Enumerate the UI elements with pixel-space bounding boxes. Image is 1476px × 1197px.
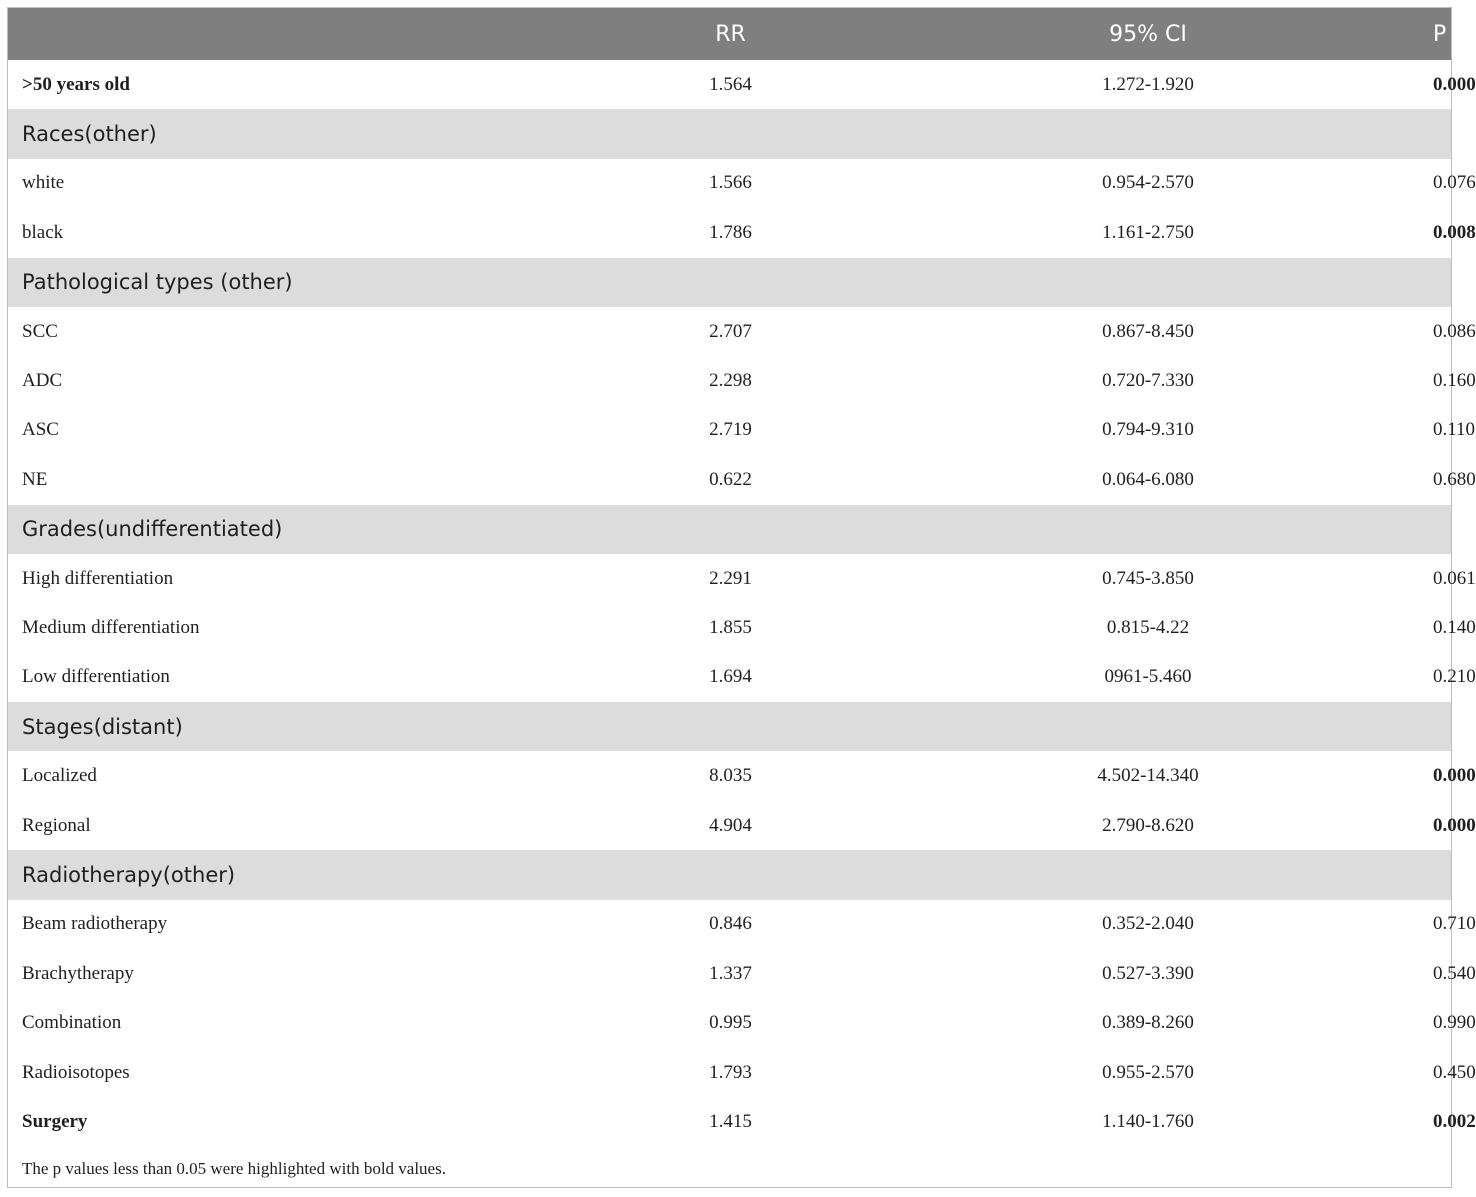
row-p-value: 0.110 [1433, 419, 1476, 441]
row-rr-value: 0.995 [709, 1012, 752, 1034]
row-rr-value: 1.694 [709, 666, 752, 688]
group-label: Radiotherapy(other) [22, 862, 236, 887]
row-ci-value: 0961-5.460 [1104, 666, 1192, 688]
row-label: Regional [22, 814, 91, 836]
table-row [8, 554, 1451, 603]
table-row [8, 603, 1451, 652]
row-label: Surgery [22, 1110, 88, 1132]
row-label: Brachytherapy [22, 962, 134, 984]
row-p-value: 0.002 [1433, 1110, 1476, 1132]
row-label: NE [22, 468, 48, 490]
row-label: Combination [22, 1012, 122, 1034]
row-label: SCC [22, 320, 58, 342]
table-row [8, 1097, 1451, 1146]
row-p-value: 0.210 [1433, 666, 1476, 688]
row-rr-value: 1.855 [709, 616, 752, 638]
row-rr-value: 0.622 [709, 468, 752, 490]
results-table-frame [7, 7, 1476, 1188]
row-ci-value: 2.790-8.620 [1102, 814, 1194, 836]
row-label: ADC [22, 370, 63, 392]
table-row [8, 455, 1451, 504]
row-label: Beam radiotherapy [22, 913, 168, 935]
table-row [8, 159, 1451, 208]
row-p-value: 0.450 [1433, 1061, 1476, 1083]
row-label: Low differentiation [22, 666, 170, 688]
row-p-value: 0.140 [1433, 616, 1476, 638]
table-row [8, 307, 1451, 356]
row-p-value: 0.061 [1433, 567, 1476, 589]
group-row [8, 850, 1451, 899]
row-p-value: 0.540 [1433, 962, 1476, 984]
header-ci: 95% CI [1109, 21, 1187, 47]
header-row [8, 8, 1451, 60]
group-row [8, 505, 1451, 554]
row-p-value: 0.680 [1433, 468, 1476, 490]
table-row [8, 653, 1451, 702]
row-ci-value: 0.794-9.310 [1102, 419, 1194, 441]
table-row [8, 751, 1451, 800]
group-label: Stages(distant) [22, 714, 183, 739]
row-p-value: 0.086 [1433, 320, 1476, 342]
row-label: white [22, 172, 65, 194]
row-rr-value: 8.035 [709, 765, 752, 787]
table-footnote: The p values less than 0.05 were highlighted with bold values. [22, 1158, 446, 1178]
row-ci-value: 0.867-8.450 [1102, 320, 1194, 342]
table-row [8, 949, 1451, 998]
row-rr-value: 4.904 [709, 814, 752, 836]
row-rr-value: 1.564 [709, 73, 752, 95]
row-p-value: 0.990 [1433, 1012, 1476, 1034]
row-ci-value: 0.389-8.260 [1102, 1012, 1194, 1034]
row-p-value: 0.000 [1433, 814, 1476, 836]
row-p-value: 0.160 [1433, 370, 1476, 392]
group-row [8, 258, 1451, 307]
row-rr-value: 2.298 [709, 370, 752, 392]
table-row [8, 406, 1451, 455]
table-row [8, 356, 1451, 405]
row-ci-value: 0.527-3.390 [1102, 962, 1194, 984]
results-table [8, 8, 1476, 1147]
row-ci-value: 0.352-2.040 [1102, 913, 1194, 935]
row-p-value: 0.000 [1433, 765, 1476, 787]
row-rr-value: 1.786 [709, 221, 752, 243]
row-label: High differentiation [22, 567, 174, 589]
table-row [8, 60, 1451, 109]
header-p: P [1433, 21, 1447, 47]
row-rr-value: 2.719 [709, 419, 752, 441]
group-row [8, 109, 1451, 158]
group-label: Races(other) [22, 122, 157, 147]
row-ci-value: 0.955-2.570 [1102, 1061, 1194, 1083]
row-rr-value: 1.337 [709, 962, 752, 984]
row-rr-value: 1.793 [709, 1061, 752, 1083]
table-row [8, 208, 1451, 257]
row-rr-value: 2.291 [709, 567, 752, 589]
row-label: ASC [22, 419, 59, 441]
row-label: Radioisotopes [22, 1061, 130, 1083]
row-rr-value: 1.566 [709, 172, 752, 194]
row-ci-value: 1.272-1.920 [1102, 73, 1194, 95]
group-row [8, 702, 1451, 751]
header-rr: RR [715, 21, 746, 47]
row-label: Localized [22, 765, 97, 787]
table-row [8, 1048, 1451, 1097]
row-ci-value: 0.815-4.22 [1106, 616, 1190, 638]
table-row [8, 900, 1451, 949]
group-label: Pathological types (other) [22, 270, 293, 295]
table-header [8, 8, 1451, 60]
table-row [8, 801, 1451, 850]
row-p-value: 0.710 [1433, 913, 1476, 935]
row-ci-value: 0.064-6.080 [1102, 468, 1194, 490]
table-row [8, 998, 1451, 1047]
row-ci-value: 1.140-1.760 [1102, 1110, 1194, 1132]
row-rr-value: 1.415 [709, 1110, 752, 1132]
row-ci-value: 4.502-14.340 [1097, 765, 1199, 787]
row-ci-value: 0.954-2.570 [1102, 172, 1194, 194]
row-ci-value: 0.745-3.850 [1102, 567, 1194, 589]
row-rr-value: 2.707 [709, 320, 752, 342]
table-body [8, 60, 1476, 1147]
row-p-value: 0.076 [1433, 172, 1476, 194]
header-label [8, 8, 598, 60]
row-rr-value: 0.846 [709, 913, 752, 935]
row-ci-value: 1.161-2.750 [1102, 221, 1194, 243]
row-label: >50 years old [22, 73, 130, 95]
group-label: Grades(undifferentiated) [22, 517, 283, 542]
row-p-value: 0.008 [1433, 221, 1476, 243]
row-label: black [22, 221, 64, 243]
row-p-value: 0.000 [1433, 73, 1476, 95]
row-ci-value: 0.720-7.330 [1102, 370, 1194, 392]
row-label: Medium differentiation [22, 616, 200, 638]
